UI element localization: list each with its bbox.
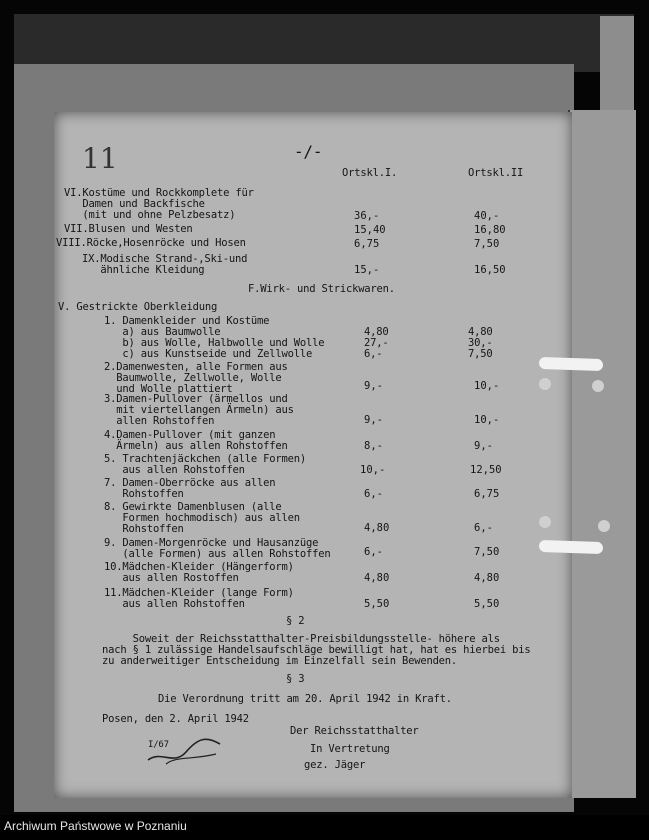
item-value-2: 7,50 — [474, 546, 500, 558]
item-label: 8. Gewirkte Damenblusen (alle Formen hochmodisch) aus allen Rohstoffen — [104, 501, 300, 535]
item-value-2: 6,- — [474, 522, 493, 534]
handwritten-page-number: 11 — [82, 142, 118, 175]
page-mark: -/- — [294, 142, 323, 161]
signature-deputy: In Vertretung — [310, 743, 390, 755]
archive-footer — [0, 815, 649, 840]
binder-clip — [539, 357, 603, 371]
item-value-1: 6,- — [364, 546, 383, 558]
item-value-2: 10,- — [474, 414, 500, 426]
place-date: Posen, den 2. April 1942 — [102, 713, 249, 725]
row-value-1: 15,40 — [354, 224, 386, 236]
signature-name: gez. Jäger — [304, 759, 366, 771]
item-value-2: 12,50 — [470, 464, 502, 476]
item-value-1: 6,- — [364, 488, 383, 500]
punch-hole — [592, 380, 604, 392]
item-label: 5. Trachtenjäckchen (alle Formen) aus allen Rohstoffen — [104, 453, 307, 476]
row-label: VII.Blusen und Westen — [64, 223, 193, 235]
row-value-2: 7,50 — [474, 238, 500, 250]
row-value-2: 16,80 — [474, 224, 506, 236]
paragraph-2-heading: § 2 — [286, 615, 305, 627]
item-label: 3.Damen-Pullover (ärmellos und mit viertellangen Ärmeln) aus allen Rohstoffen — [104, 393, 294, 427]
section-heading-f: F.Wirk- und Strickwaren. — [248, 283, 395, 295]
signature-title: Der Reichsstatthalter — [290, 725, 419, 737]
punch-hole — [539, 378, 551, 390]
item-value-1: 4,80 — [364, 522, 390, 534]
item-label: 7. Damen-Oberröcke aus allen Rohstoffen — [104, 477, 276, 500]
item-value-2: 5,50 — [474, 598, 500, 610]
column-header-2: Ortskl.II — [468, 167, 524, 179]
handwritten-signature — [146, 730, 226, 770]
folder-tab — [600, 16, 634, 112]
handwritten-reference: I/67 — [148, 740, 169, 750]
paragraph-3-text: Die Verordnung tritt am 20. April 1942 in Kraft. — [158, 693, 452, 705]
column-header-1: Ortskl.I. — [342, 167, 398, 179]
item-value-2: 10,- — [474, 380, 500, 392]
item-value-1: 9,- — [364, 380, 383, 392]
paragraph-3-heading: § 3 — [286, 673, 305, 685]
item-value-2: 4,80 — [474, 572, 500, 584]
item-value-1: 5,50 — [364, 598, 390, 610]
row-label: VIII.Röcke,Hosenröcke und Hosen — [56, 237, 246, 249]
item-label: 10.Mädchen-Kleider (Hängerform) aus allen Rostoffen — [104, 561, 294, 584]
item-value-2: 4,80 30,- 7,50 — [468, 326, 493, 360]
row-label: IX.Modische Strand-,Ski-und ähnliche Kleidung — [82, 253, 248, 276]
item-label: 2.Damenwesten, alle Formen aus Baumwolle, Zellwolle, Wolle und Wolle plattiert — [104, 361, 288, 395]
item-label: 11.Mädchen-Kleider (lange Form) aus allen Rohstoffen — [104, 587, 294, 610]
item-value-2: 6,75 — [474, 488, 500, 500]
row-value-1: 15,- — [354, 264, 380, 276]
item-value-1: 4,80 — [364, 572, 390, 584]
section-heading-v: V. Gestrickte Oberkleidung — [58, 301, 218, 313]
item-label: 9. Damen-Morgenröcke und Hausanzüge (alle Formen) aus allen Rohstoffen — [104, 537, 331, 560]
item-value-1: 9,- — [364, 414, 383, 426]
punch-hole — [598, 520, 610, 532]
punch-hole — [539, 516, 551, 528]
document-page — [54, 112, 572, 798]
item-value-1: 4,80 27,- 6,- — [364, 326, 389, 360]
row-label: VI.Kostüme und Rockkomplete für Damen und Backfische (mit und ohne Pelzbesatz) — [64, 187, 254, 221]
archive-name: Archiwum Państwowe w Poznaniu — [4, 819, 187, 833]
item-label: 1. Damenkleider und Kostüme a) aus Baumwolle b) aus Wolle, Halbwolle und Wolle c) aus Kunstseide und Zellwolle — [104, 315, 325, 360]
paragraph-2-text: Soweit der Reichsstatthalter-Preisbildungsstelle- höhere als nach § 1 zulässige Handelsaufschläge bewilligt hat, hat es hierbei bis zu anderweitiger Entscheidung im Einzelfall sein Bewenden. — [102, 633, 531, 667]
row-value-2: 40,- — [474, 210, 500, 222]
binder-clip — [539, 540, 603, 554]
item-value-1: 10,- — [360, 464, 386, 476]
row-value-2: 16,50 — [474, 264, 506, 276]
item-label: 4.Damen-Pullover (mit ganzen Ärmeln) aus allen Rohstoffen — [104, 429, 288, 452]
item-value-2: 9,- — [474, 440, 493, 452]
folder-edge — [568, 110, 636, 798]
row-value-1: 36,- — [354, 210, 380, 222]
row-value-1: 6,75 — [354, 238, 380, 250]
item-value-1: 8,- — [364, 440, 383, 452]
